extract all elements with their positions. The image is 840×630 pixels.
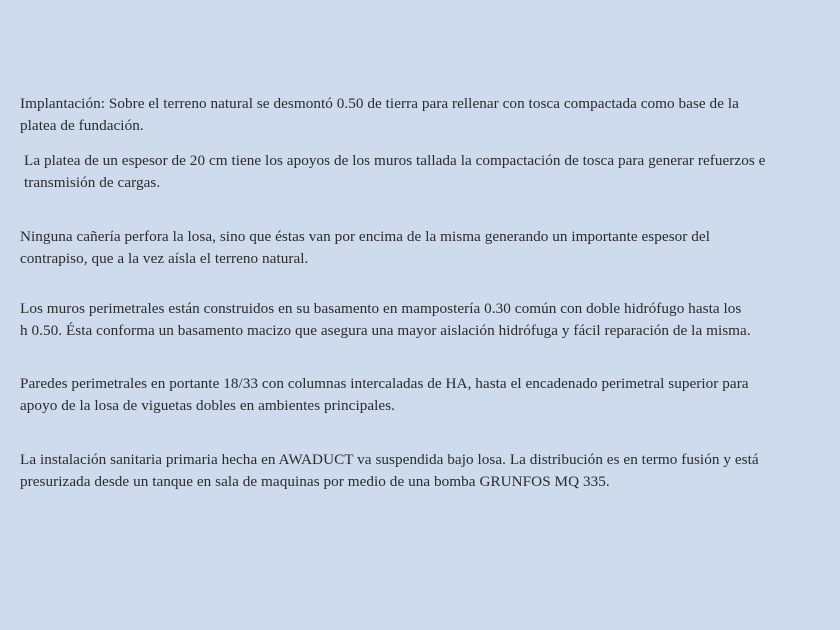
paragraph-caneria [20,226,710,270]
paragraph-line: Paredes perimetrales en portante 18/33 con columnas intercaladas de HA, hasta el encadenado perimetral superior para [20,375,749,392]
paragraph-line: transmisión de cargas. [24,174,161,191]
paragraph-line: platea de fundación. [20,117,144,134]
paragraph-line: Implantación: Sobre el terreno natural se desmontó 0.50 de tierra para rellenar con tosca compactada como base de la [20,95,739,112]
paragraph-line: Los muros perimetrales están construidos en su basamento en mampostería 0.30 común con doble hidrófugo hasta los [20,300,742,317]
paragraph-line: apoyo de la losa de viguetas dobles en ambientes principales. [20,397,396,414]
paragraph-line: h 0.50. Ésta conforma un basamento macizo que asegura una mayor aislación hidrófuga y fácil reparación de la misma. [20,322,751,339]
paragraph-instalacion-sanitaria [20,449,759,493]
paragraph-muros-perimetrales [20,298,751,342]
paragraph-implantacion [20,93,739,137]
paragraph-platea [24,150,765,194]
paragraph-line: La instalación sanitaria primaria hecha en AWADUCT va suspendida bajo losa. La distribución es en termo fusión y está [20,451,759,468]
paragraph-line: Ninguna cañería perfora la losa, sino que éstas van por encima de la misma generando un importante espesor del [20,228,710,245]
paragraph-paredes-perimetrales [20,373,749,417]
paragraph-line: presurizada desde un tanque en sala de maquinas por medio de una bomba GRUNFOS MQ 335. [20,473,610,490]
paragraph-line: La platea de un espesor de 20 cm tiene los apoyos de los muros tallada la compactación de tosca para generar refuerzos e [24,152,766,169]
paragraph-line: contrapiso, que a la vez aísla el terreno natural. [20,250,309,267]
